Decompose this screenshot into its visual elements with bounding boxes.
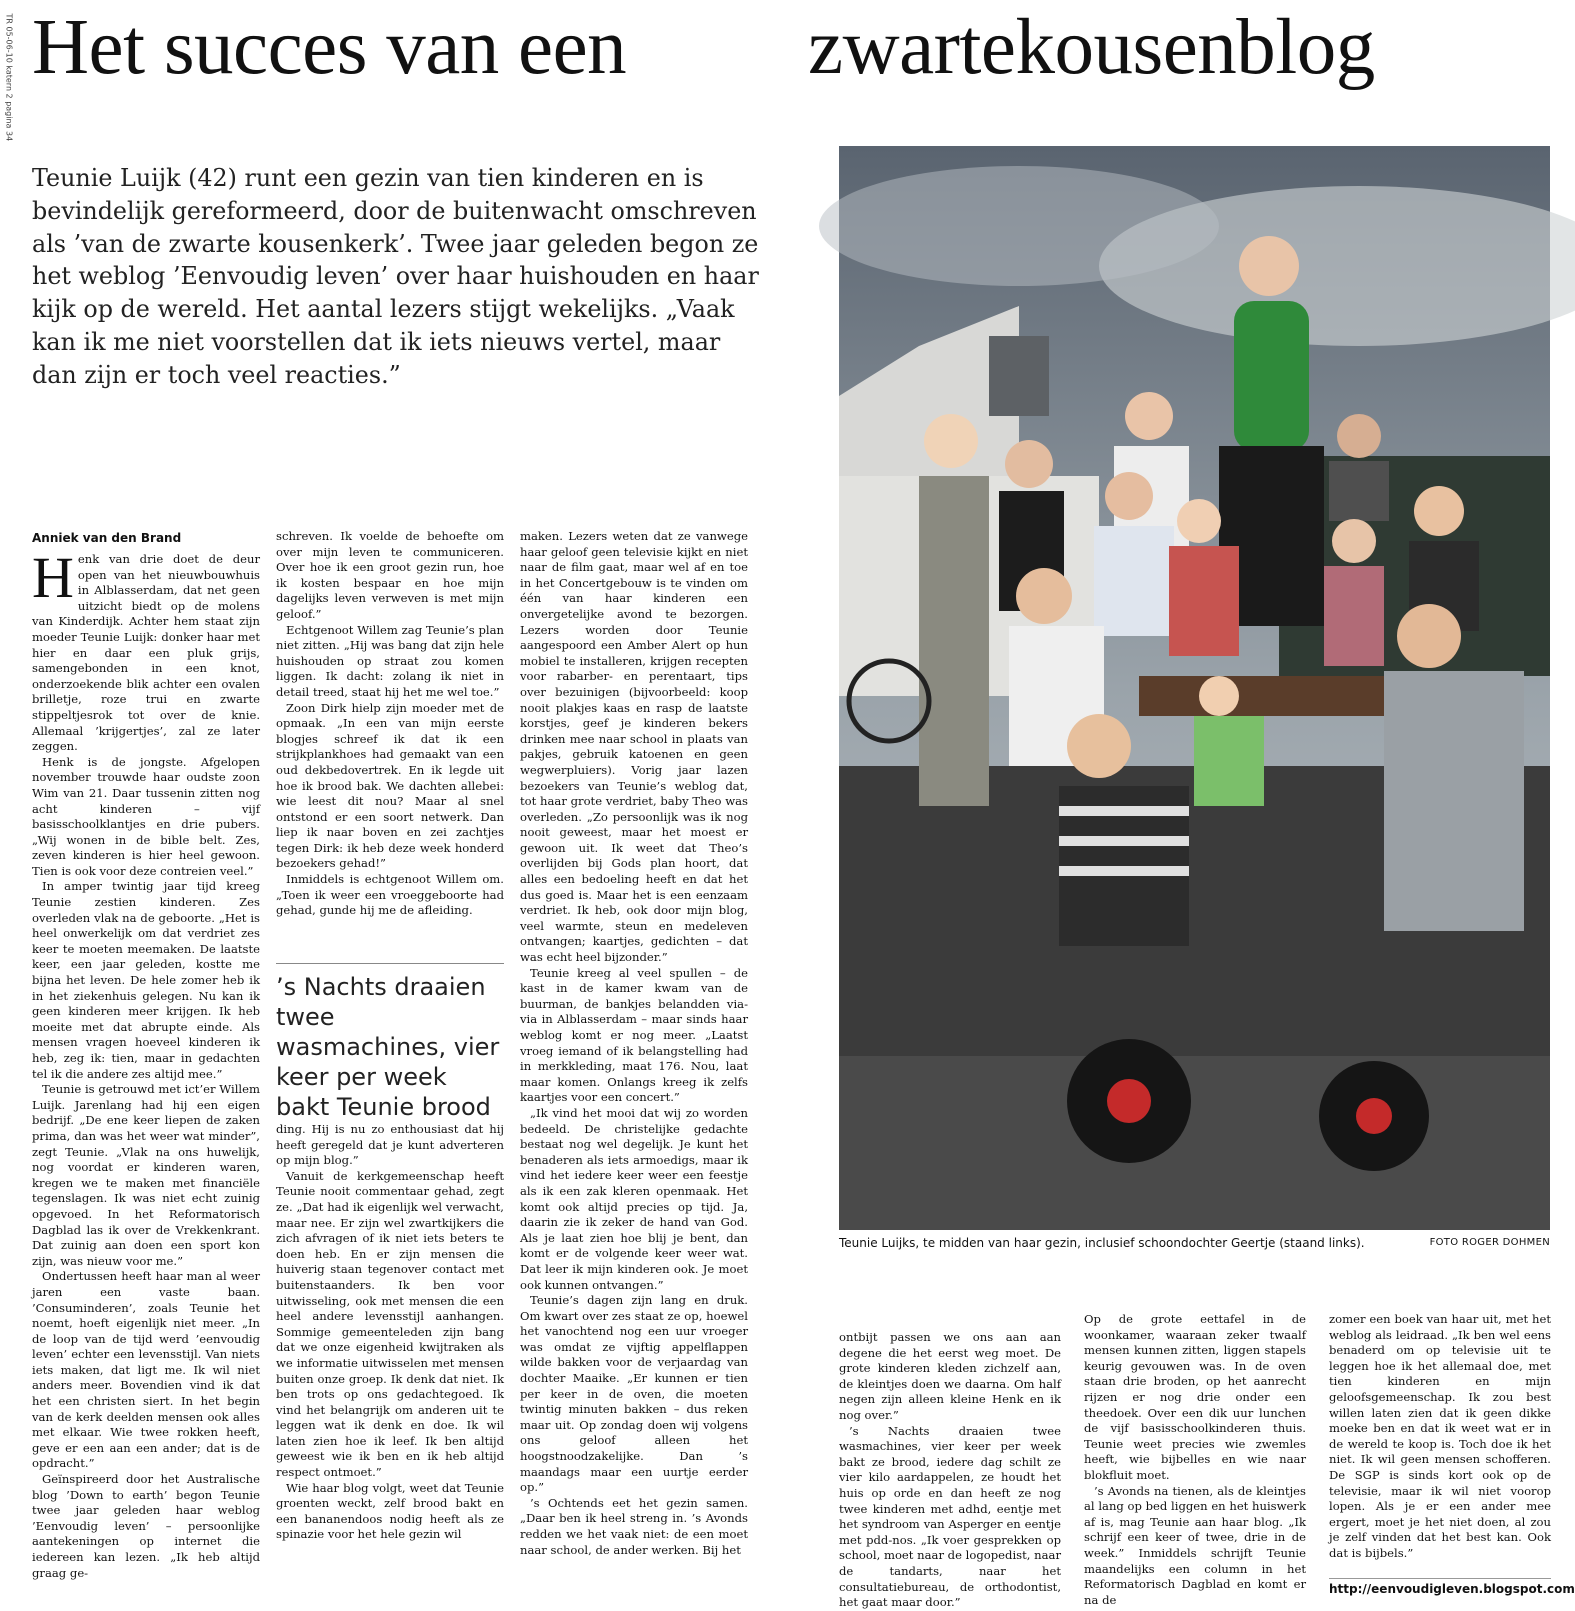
paragraph: enk van drie doet de deur open van het nieuwbouwhuis in Alblasserdam, dat net geen uitzicht biedt op de molens van Kinderdijk. Achter hem staat zijn moeder Teunie Luijk: donker haar met hier en daar een pluk grijs, samengebonden in een knot, onderzoekende blik achter een ovalen brilletje, roze trui en zwarte stippeltjesrok tot over de knie. Allemaal ’krijgertjes’, zal ze later zeggen. (32, 552, 260, 754)
column-4 (839, 1330, 1061, 1610)
paragraph: schreven. Ik voelde de behoefte om over mijn leven te communiceren. Over hoe ik een groot gezin run, hoe ik kosten bespaar en hoe mijn dagelijks leven verweven is met mijn geloof.” (276, 529, 504, 621)
column-1 (32, 545, 260, 1597)
column-2-top (276, 529, 504, 949)
photo-caption (839, 1235, 1550, 1251)
paragraph: maken. Lezers weten dat ze vanwege haar geloof geen televisie kijkt en niet naar de film gaat, maar wel af en toe in het Concertgebouw is te vinden om één van haar kinderen een onvergetelijke avond te bezorgen. Lezers worden door Teunie aangespoord een Amber Alert op hun mobiel te installeren, krijgen recepten voor rabarber- en perentaart, tips over bezuinigen (bijvoorbeeld: koop nooit plakjes kaas en rasp de laatste korstjes, geef je kinderen bekers drinken mee naar school in plaats van pakjes, gebruik katoenen en geen wegwerpluiers). Vorig jaar lazen bezoekers van Teunie’s weblog dat, tot haar grote verdriet, baby Theo was overleden. „Zo persoonlijk was ik nog nooit geweest, maar het moest er gewoon uit. Ik weet dat Theo’s overlijden bij Gods plan hoort, dat alles een bedoeling heeft en dat het dus goed is. Maar het is een eenzaam verdriet. Ik heb, ook door mijn blog, veel warmte, steun en medeleven ontvangen; kaartjes, gedichten – dat was echt heel bijzonder.” (520, 529, 748, 965)
url-divider (1329, 1578, 1551, 1579)
paragraph: „Ik vind het mooi dat wij zo worden bedeeld. De christelijke gedachte bestaat nog wel degelijk. Je kunt het benaderen als iets armoedigs, maar ik vind het iedere keer weer een feestje als ik een zak kleren openmaak. Het komt ook altijd precies op tijd. Ja, daarin zie ik zeker de hand van God. Als je laat zien hoe blij je bent, dan komt er de volgende keer weer wat. Dat leer ik mijn kinderen ook. Je moet ook kunnen ontvangen.” (520, 1105, 748, 1292)
paragraph: zomer een boek van haar uit, met het weblog als leidraad. „Ik ben wel eens benaderd om op televisie uit te leggen hoe ik het allemaal doe, met tien kinderen en mijn geloofsgemeenschap. Ik zou best willen laten zien dat ik geen dikke moeke ben en dat ik weet wat er in de wereld te koop is. Toch doe ik het niet. Ik wil geen mensen schofferen. De SGP is sinds kort ook op de televisie, maar ik wil niet voorop lopen. Als je er een ander mee ergert, moet je het niet doen, al zou je zelf vinden dat het best kan. Ook dat is bijbels.” (1329, 1312, 1551, 1560)
column-6 (1329, 1312, 1551, 1574)
column-2-bottom (276, 1122, 504, 1597)
paragraph: Inmiddels is echtgenoot Willem om. „Toen ik weer een vroeggeboorte had gehad, gunde hij me de afleiding. (276, 872, 504, 918)
page-marker-text: TR 05-06-10 katern 2 pagina 34 (4, 13, 14, 142)
byline: Anniek van den Brand (32, 531, 182, 545)
paragraph: Ondertussen heeft haar man al weer jaren een vaste baan. ’Consuminderen’, zoals Teunie het noemt, hoeft eigenlijk niet meer. „In de loop van de tijd werd ’eenvoudig leven’ echter een levensstijl. Van niets iets maken, dat ligt me. Ik wil niet anders meer. Bovendien vind ik dat het een christen siert. In het begin van de kerk deelden mensen ook alles met elkaar. Wie twee rokken heeft, geve er een aan een ander; dat is de opdracht.” (32, 1269, 260, 1471)
family-photo (839, 146, 1550, 1230)
headline-part-2: zwartekousenblog (808, 4, 1375, 91)
blog-url: http://eenvoudigleven.blogspot.com (1329, 1582, 1575, 1596)
intro-paragraph: Teunie Luijk (42) runt een gezin van tien kinderen en is bevindelijk gereformeerd, door de buitenwacht omschreven als ’van de zwarte kousenkerk’. Twee jaar geleden begon ze het weblog ’Eenvoudig leven’ over haar huishouden en haar kijk op de wereld. Het aantal lezers stijgt wekelijks. „Vaak kan ik me niet voorstellen dat ik iets nieuws vertel, maar dan zijn er toch veel reacties.” (32, 164, 759, 389)
headline-part-1: Het succes van een (32, 4, 627, 91)
drop-cap: H (32, 545, 74, 610)
paragraph: Echtgenoot Willem zag Teunie’s plan niet zitten. „Hij was bang dat zijn hele huishouden op straat zou komen liggen. Ik dacht: zolang ik niet in detail treed, staat hij het me wel toe.” (276, 622, 504, 699)
family-photo-illustration (839, 146, 1550, 1230)
paragraph: ’s Avonds na tienen, als de kleintjes al lang op bed liggen en het huiswerk af is, mag Teunie aan haar blog. „Ik schrijf een keer of twee, drie in de week.” Inmiddels schrijft Teunie maandelijks een column in het Reformatorisch Dagblad en komt er na de (1084, 1483, 1306, 1607)
paragraph: Geïnspireerd door het Australische blog ’Down to earth’ begon Teunie twee jaar geleden haar weblog ’Eenvoudig leven’ – persoonlijke aantekeningen op internet die iedereen kan lezen. „Ik heb altijd graag ge- (32, 1472, 260, 1580)
pull-quote: ’s Nachts draaien twee wasmachines, vier keer per week bakt Teunie brood (276, 963, 504, 1122)
paragraph: Teunie is getrouwd met ict’er Willem Luijk. Jarenlang had hij een eigen bedrijf. „De ene keer liepen de zaken prima, dan was het weer wat minder”, zegt Teunie. „Vlak na ons huwelijk, nog voordat er kinderen waren, kregen we te maken met financiële tegenslagen. Ik was niet echt zuinig opgevoed. In het Reformatorisch Dagblad las ik over de Vrekkenkrant. Dat zuinig aan doen een sport kon zijn, was nieuw voor me.” (32, 1082, 260, 1268)
paragraph: ’s Nachts draaien twee wasmachines, vier keer per week bakt ze brood, iedere dag schilt ze vier kilo aardappelen, ze houdt het huis op orde en dan heeft ze nog twee kinderen met adhd, eentje met het syndroom van Asperger en eentje met pdd-nos. „Ik voer gesprekken op school, moet naar de logopedist, naar de tandarts, naar het consultatiebureau, de orthodontist, het gaat maar door.” (839, 1423, 1061, 1610)
column-3 (520, 529, 748, 1597)
paragraph: In amper twintig jaar tijd kreeg Teunie zestien kinderen. Zes overleden vlak na de geboorte. „Het is heel onwerkelijk om dat verdriet zes keer te moeten meemaken. De laatste keer, een jaar geleden, kostte me bijna het leven. De hele zomer heb ik in het ziekenhuis gelegen. Nu kan ik geen kinderen meer krijgen. Ik heb moeite met dat abrupte einde. Als mensen vragen hoeveel kinderen ik heb, zeg ik: tien, maar in gedachten tel ik die andere zes altijd mee.” (32, 879, 260, 1081)
photo-credit: FOTO ROGER DOHMEN (1429, 1237, 1550, 1248)
paragraph: Teunie’s dagen zijn lang en druk. Om kwart over zes staat ze op, hoewel het vanochtend nog een uur vroeger was omdat ze vijftig appelflappen wilde bakken voor de verjaardag van dochter Maaike. „Er kunnen er tien per keer in de oven, die moeten twintig minuten bakken – dus reken maar uit. Op zondag doen wij volgens ons geloof alleen het hoogstnoodzakelijke. Dan ’s maandags maar een uurtje eerder op.” (520, 1293, 748, 1495)
paragraph: ding. Hij is nu zo enthousiast dat hij heeft geregeld dat je kunt adverteren op mijn blog.” (276, 1122, 504, 1168)
paragraph: ’s Ochtends eet het gezin samen. „Daar ben ik heel streng in. ’s Avonds redden we het vaak niet: de een moet naar school, de ander werken. Bij het (520, 1495, 748, 1557)
paragraph: Vanuit de kerkgemeenschap heeft Teunie nooit commentaar gehad, zegt ze. „Dat had ik eigenlijk wel verwacht, maar nee. Er zijn wel zwartkijkers die zich afvragen of ik niet iets beters te doen heb. En er zijn mensen die huiverig staan tegenover contact met buitenstaanders. Ik ben voor uitwisseling, ook met mensen die een heel andere levensstijl aanhangen. Sommige gemeenteleden zijn bang dat we onze eigenheid kwijtraken als we informatie uitwisselen met mensen buiten onze groep. Ik denk dat niet. Ik ben trots op ons gedachtegoed. Ik vind het belangrijk om anderen uit te leggen wat ik denk en doe. Ik wil laten zien hoe ik leef. Ik ben altijd geweest wie ik ben en ik heb altijd respect ontmoet.” (276, 1168, 504, 1480)
paragraph: Op de grote eettafel in de woonkamer, waaraan zeker twaalf mensen kunnen zitten, liggen stapels keurig gevouwen was. In de oven staan drie broden, op het aanrecht rijzen er nog drie onder een theedoek. Over een dik uur lunchen de vijf basisschoolkinderen thuis. Teunie weet precies wie zwemles heeft, wie bijbelles en wie naar blokfluit moet. (1084, 1312, 1306, 1482)
paragraph: Henk is de jongste. Afgelopen november trouwde haar oudste zoon Wim van 21. Daar tussenin zitten nog acht kinderen – vijf basisschoolklantjes en drie pubers. „Wij wonen in de bible belt. Zes, zeven kinderen is hier heel gewoon. Tien is ook voor deze contreien veel.” (32, 754, 260, 878)
column-5 (1084, 1312, 1306, 1607)
photo-caption-text: Teunie Luijks, te midden van haar gezin, inclusief schoondochter Geertje (staand links). (839, 1236, 1365, 1250)
page-marker (4, 13, 14, 142)
paragraph: Wie haar blog volgt, weet dat Teunie groenten weckt, zelf brood bakt en een bananendoos nodig heeft als ze spinazie voor het hele gezin wil (276, 1480, 504, 1542)
paragraph: Teunie kreeg al veel spullen – de kast in de kamer kwam van de buurman, de bankjes belandden via-via in Alblasserdam – maar sinds haar weblog komt er nog meer. „Laatst vroeg iemand of ik belangstelling had in merkkleding, maat 176. Nou, laat maar komen. Onlangs kreeg ik zelfs kaartjes voor een concert.” (520, 965, 748, 1105)
paragraph: ontbijt passen we ons aan aan degene die het eerst weg moet. De grote kinderen kleden zichzelf aan, de kleintjes doen we daarna. Om half negen zijn alleen kleine Henk en ik nog over.” (839, 1330, 1061, 1422)
paragraph: Zoon Dirk hielp zijn moeder met de opmaak. „In een van mijn eerste blogjes schreef ik dat ik een strijkplankhoes had gemaakt van een oud dekbedovertrek. En ik legde uit hoe ik brood bak. We dachten allebei: wie leest dit nou? Maar al snel ontstond er een soort netwerk. Dan liep ik naar boven en zei zachtjes tegen Dirk: ik heb deze week honderd bezoekers gehad!” (276, 700, 504, 871)
